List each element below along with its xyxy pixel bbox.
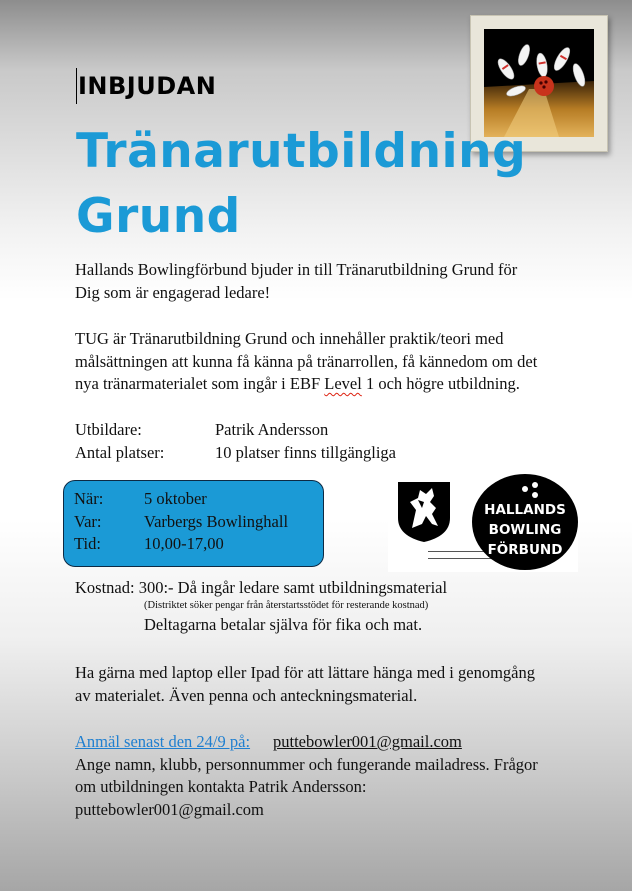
seats-label: Antal platser: — [75, 442, 165, 462]
educator-value: Patrik Andersson — [215, 420, 329, 439]
description-line: TUG är Tränarutbildning Grund och innehåller praktik/teori med — [75, 329, 504, 348]
time-label: Tid: — [74, 534, 101, 553]
logo-text-line: HALLANDS — [484, 502, 566, 518]
registration-line: Ange namn, klubb, personnummer och fungerande mailadress. Frågor — [75, 754, 538, 774]
educator-label: Utbildare: — [75, 420, 142, 439]
intro-paragraph — [75, 259, 585, 304]
description-paragraph — [75, 328, 585, 396]
bowling-pins-photo — [484, 29, 594, 137]
cost-note: (Distriktet söker pengar från återstartsstödet för resterande kostnad) — [144, 599, 429, 611]
cost-line: Deltagarna betalar själva för fika och mat. — [144, 614, 423, 634]
ball-hole-icon — [522, 486, 528, 492]
equipment-line: Ha gärna med laptop eller Ipad för att lättare hänga med i genomgång — [75, 663, 535, 682]
when-value: 5 oktober — [144, 489, 207, 508]
when-label: När: — [74, 489, 104, 508]
page-title-line2: Grund — [76, 189, 241, 244]
details-block — [75, 419, 585, 464]
description-text: 1 och högre utbildning. — [361, 374, 520, 393]
logo-text-line: BOWLING — [488, 522, 562, 538]
ball-hole-icon — [532, 492, 538, 498]
hallands-bowling-logo — [388, 472, 578, 572]
registration-block — [75, 731, 585, 821]
event-info-box — [63, 480, 324, 567]
invitation-label: INBJUDAN — [76, 68, 216, 104]
registration-line: om utbildningen kontakta Patrik Andersson: — [75, 777, 367, 796]
cost-line: Kostnad: 300:- Då ingår ledare samt utbildningsmaterial — [75, 578, 448, 597]
logo-ball — [472, 474, 578, 570]
logo-text-line: FÖRBUND — [487, 542, 563, 558]
where-value: Varbergs Bowlinghall — [144, 511, 289, 531]
halland-lion-crest-icon — [396, 480, 452, 544]
where-label: Var: — [74, 511, 102, 531]
registration-link[interactable]: Anmäl senast den 24/9 på: — [75, 732, 251, 751]
logo-text — [472, 500, 578, 560]
seats-value: 10 platser finns tillgängliga — [215, 442, 397, 462]
cost-block — [75, 577, 585, 636]
intro-line: Hallands Bowlingförbund bjuder in till Tränarutbildning Grund för — [75, 260, 518, 279]
description-line: målsättningen att kunna få känna på tränarrollen, få kännedom om det — [75, 351, 538, 371]
page-title-line1: Tränarutbildning — [76, 124, 527, 179]
contact-email: puttebowler001@gmail.com — [75, 799, 264, 819]
equipment-paragraph — [75, 662, 585, 707]
registration-email[interactable]: puttebowler001@gmail.com — [273, 732, 462, 751]
intro-line: Dig som är engagerad ledare! — [75, 282, 271, 302]
spellcheck-word: Level — [324, 374, 362, 393]
equipment-line: av materialet. Även penna och anteckningsmaterial. — [75, 685, 418, 705]
time-value: 10,00-17,00 — [144, 534, 224, 553]
ball-hole-icon — [532, 482, 538, 488]
description-text: nya tränarmaterialet som ingår i EBF — [75, 374, 325, 393]
description-line — [75, 373, 585, 396]
